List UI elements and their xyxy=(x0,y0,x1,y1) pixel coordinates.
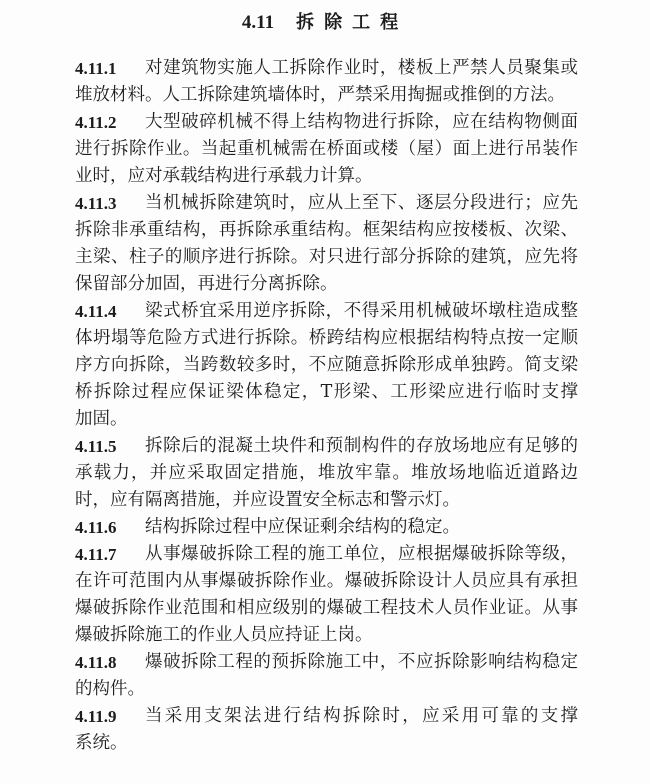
clause-text: 梁式桥宜采用逆序拆除，不得采用机械破坏墩柱造成整 xyxy=(145,301,578,321)
clause-4-11-9 xyxy=(75,703,578,757)
clause-4-11-6 xyxy=(75,514,578,541)
clause-line xyxy=(75,568,578,595)
section-heading xyxy=(0,9,650,37)
clause-line xyxy=(75,325,578,352)
clause-line xyxy=(75,190,578,217)
clause-text: 序方向拆除，当跨数较多时，不应随意拆除形成单独跨。简支梁 xyxy=(75,355,578,375)
clause-line xyxy=(75,217,578,244)
clause-line xyxy=(75,406,578,433)
clause-line xyxy=(75,352,578,379)
clause-line xyxy=(75,298,578,325)
clause-text: 爆破拆除工程的预拆除施工中，不应拆除影响结构稳定 xyxy=(145,652,578,672)
clause-list xyxy=(75,55,578,757)
clause-line xyxy=(75,244,578,271)
clause-text: 结构拆除过程中应保证剩余结构的稳定。 xyxy=(145,517,460,537)
clause-number: 4.11.7 xyxy=(75,545,117,564)
clause-number: 4.11.8 xyxy=(75,653,117,672)
clause-4-11-7 xyxy=(75,541,578,649)
section-title: 拆除工程 xyxy=(296,12,409,33)
clause-text: 的构件。 xyxy=(75,679,145,699)
clause-line xyxy=(75,460,578,487)
clause-number: 4.11.6 xyxy=(75,518,117,537)
clause-line xyxy=(75,433,578,460)
clause-text: 爆破拆除施工的作业人员应持证上岗。 xyxy=(75,625,373,645)
clause-text: 爆破拆除作业范围和相应级别的爆破工程技术人员作业证。从事 xyxy=(75,598,578,618)
clause-number: 4.11.9 xyxy=(75,707,117,726)
clause-line xyxy=(75,649,578,676)
clause-number: 4.11.3 xyxy=(75,194,117,213)
clause-4-11-2 xyxy=(75,109,578,190)
clause-4-11-4 xyxy=(75,298,578,433)
clause-number: 4.11.1 xyxy=(75,59,117,78)
clause-text: 时，应有隔离措施，并应设置安全标志和警示灯。 xyxy=(75,490,460,510)
clause-text: 拆除非承重结构，再拆除承重结构。框架结构应按楼板、次梁、 xyxy=(75,220,578,240)
clause-number: 4.11.4 xyxy=(75,302,117,321)
clause-text: 业时，应对承载结构进行承载力计算。 xyxy=(75,166,373,186)
clause-text: 拆除后的混凝土块件和预制构件的存放场地应有足够的 xyxy=(145,436,578,456)
clause-line xyxy=(75,730,578,757)
clause-line xyxy=(75,676,578,703)
clause-4-11-8 xyxy=(75,649,578,703)
clause-line xyxy=(75,379,578,406)
clause-line xyxy=(75,703,578,730)
clause-line xyxy=(75,82,578,109)
clause-text: 大型破碎机械不得上结构物进行拆除，应在结构物侧面 xyxy=(145,112,578,132)
clause-line xyxy=(75,622,578,649)
clause-line xyxy=(75,487,578,514)
clause-number: 4.11.5 xyxy=(75,437,117,456)
clause-text: 系统。 xyxy=(75,733,128,753)
clause-text: 加固。 xyxy=(75,409,128,429)
clause-text: 主梁、柱子的顺序进行拆除。对只进行部分拆除的建筑，应先将 xyxy=(75,247,578,267)
clause-line xyxy=(75,595,578,622)
clause-text: 保留部分加固，再进行分离拆除。 xyxy=(75,274,338,294)
clause-4-11-3 xyxy=(75,190,578,298)
clause-text: 在许可范围内从事爆破拆除作业。爆破拆除设计人员应具有承担 xyxy=(75,571,578,591)
section-number: 4.11 xyxy=(241,12,275,33)
clause-line xyxy=(75,163,578,190)
clause-line xyxy=(75,271,578,298)
clause-line xyxy=(75,109,578,136)
clause-line xyxy=(75,541,578,568)
clause-text: 从事爆破拆除工程的施工单位，应根据爆破拆除等级， xyxy=(145,544,578,564)
clause-text: 体坍塌等危险方式进行拆除。桥跨结构应根据结构特点按一定顺 xyxy=(75,328,578,348)
clause-4-11-5 xyxy=(75,433,578,514)
clause-text: 当机械拆除建筑时，应从上至下、逐层分段进行；应先 xyxy=(145,193,578,213)
clause-text: 当采用支架法进行结构拆除时，应采用可靠的支撑 xyxy=(145,706,578,726)
clause-line xyxy=(75,514,578,541)
clause-number: 4.11.2 xyxy=(75,113,117,132)
clause-line xyxy=(75,55,578,82)
clause-text: 堆放材料。人工拆除建筑墙体时，严禁采用掏掘或推倒的方法。 xyxy=(75,85,565,105)
clause-text: 对建筑物实施人工拆除作业时，楼板上严禁人员聚集或 xyxy=(145,58,578,78)
clause-4-11-1 xyxy=(75,55,578,109)
clause-text: 承载力，并应采取固定措施，堆放牢靠。堆放场地临近道路边 xyxy=(75,463,578,483)
clause-line xyxy=(75,136,578,163)
clause-text: 进行拆除作业。当起重机械需在桥面或楼（屋）面上进行吊装作 xyxy=(75,139,578,159)
clause-text: 桥拆除过程应保证梁体稳定，T形梁、工形梁应进行临时支撑 xyxy=(75,382,578,402)
